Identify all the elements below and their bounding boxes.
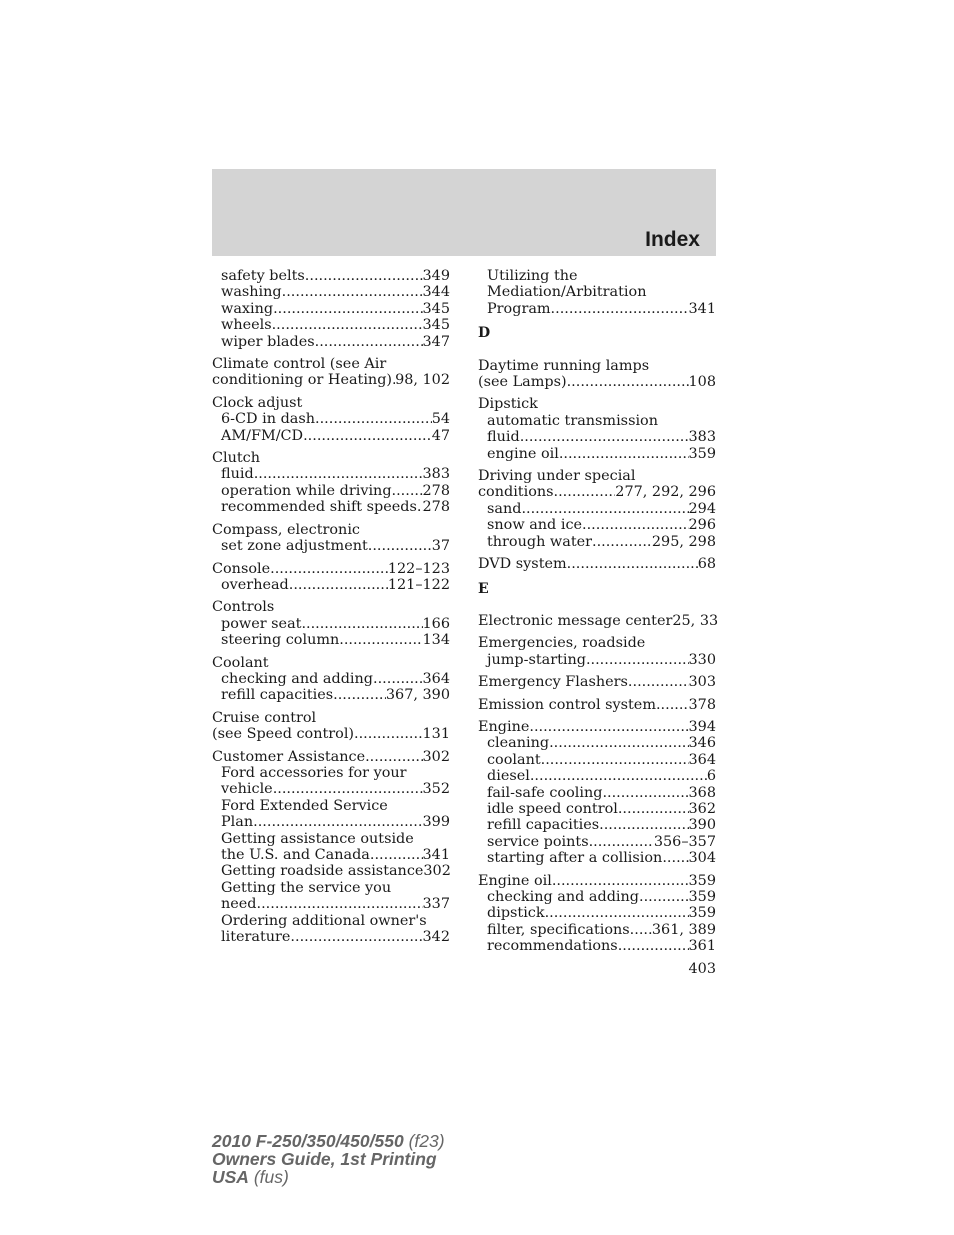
index-page-ref: 294 <box>688 500 716 517</box>
index-page-ref: 108 <box>688 374 716 391</box>
leader-dots <box>305 268 423 284</box>
index-entry-line <box>478 612 719 629</box>
index-subentry-line <box>478 922 716 938</box>
leader-dots <box>315 334 423 350</box>
index-page-ref: 121–122 <box>387 576 450 593</box>
index-term: need <box>221 896 257 913</box>
leader-dots <box>368 538 432 554</box>
index-term: conditioning or Heating) <box>212 372 393 389</box>
index-subentry-line <box>478 534 716 550</box>
index-page-ref: 356–357 <box>653 833 716 850</box>
index-subentry-line <box>212 428 450 444</box>
index-subentry-line <box>478 268 716 284</box>
index-page-ref: 25, 33 <box>672 612 719 629</box>
index-subentry-line <box>478 517 716 533</box>
leader-dots <box>282 284 423 300</box>
index-entry-line <box>212 561 450 577</box>
leader-dots <box>599 817 688 833</box>
index-page-ref: 134 <box>422 632 450 649</box>
index-term: Daytime running lamps <box>478 357 650 374</box>
leader-dots <box>582 517 689 533</box>
index-page-ref: 359 <box>688 889 716 905</box>
index-subentry-line <box>212 317 450 333</box>
leader-dots <box>290 929 422 945</box>
index-entry-line <box>212 655 450 671</box>
leader-dots <box>273 301 422 317</box>
index-entry-line <box>478 556 716 572</box>
index-entry <box>478 674 716 690</box>
index-term: conditions <box>478 484 554 501</box>
index-term: filter, specifications <box>487 921 630 938</box>
index-entry <box>478 396 716 462</box>
index-term: (see Speed control) <box>212 726 355 743</box>
index-entry-line <box>212 710 450 726</box>
index-entry <box>478 612 719 629</box>
index-term: vehicle <box>221 781 273 798</box>
index-term: recommendations <box>487 938 618 955</box>
leader-dots <box>370 847 423 863</box>
index-entry <box>212 268 450 350</box>
index-entry-line <box>212 599 450 615</box>
index-page-ref: 54 <box>431 411 450 428</box>
index-page-ref: 359 <box>688 905 716 922</box>
index-entry-line <box>478 719 716 735</box>
index-term: DVD system <box>478 556 567 573</box>
leader-dots <box>541 752 689 768</box>
index-page-ref: 345 <box>422 300 450 317</box>
leader-dots <box>272 317 423 333</box>
index-page-ref: 278 <box>422 499 450 516</box>
index-term: starting after a collision <box>487 850 663 867</box>
index-subentry-line <box>478 501 716 517</box>
leader-dots <box>628 674 689 690</box>
index-subentry-line <box>478 834 716 850</box>
leader-dots <box>529 719 688 735</box>
index-entry <box>212 749 450 946</box>
leader-dots <box>592 534 652 550</box>
index-subentry-line <box>212 831 450 847</box>
index-term: coolant <box>487 751 541 768</box>
index-entry-line <box>478 873 716 889</box>
index-subentry-line <box>212 798 450 814</box>
index-term: through water <box>487 533 592 550</box>
index-term: Cruise control <box>212 709 317 726</box>
index-entry-line <box>478 697 716 713</box>
leader-dots <box>333 687 386 703</box>
index-term: AM/FM/CD <box>221 427 304 444</box>
leader-dots <box>554 484 616 500</box>
leader-dots <box>530 768 707 784</box>
index-entry <box>212 561 450 594</box>
index-term: Ford Extended Service <box>221 797 388 814</box>
index-term: Engine oil <box>478 872 552 889</box>
index-subentry-line <box>478 429 716 445</box>
index-column-left <box>212 268 450 951</box>
index-term: wiper blades <box>221 333 315 350</box>
footer-model: 2010 F-250/350/450/550 <box>212 1131 404 1151</box>
index-entry <box>478 268 716 317</box>
index-term: service points <box>487 833 589 850</box>
index-page-ref: 344 <box>422 284 450 301</box>
index-term: Getting assistance outside <box>221 830 414 847</box>
index-term: diesel <box>487 768 530 785</box>
index-term: washing <box>221 284 282 301</box>
index-page-ref: 37 <box>431 538 450 555</box>
index-entry <box>478 556 716 572</box>
index-subentry-line <box>478 446 716 462</box>
footer-line-1 <box>212 1132 445 1150</box>
index-page-ref: 364 <box>688 751 716 768</box>
index-term: Climate control (see Air <box>212 356 387 373</box>
leader-dots <box>662 850 688 866</box>
index-subentry-line <box>212 896 450 912</box>
index-subentry-line <box>212 466 450 482</box>
index-subentry-line <box>212 483 450 499</box>
index-page-ref: 383 <box>688 429 716 446</box>
index-term: Mediation/Arbitration <box>487 284 647 301</box>
index-subentry-line <box>478 752 716 768</box>
index-letter-heading: D <box>478 325 491 342</box>
leader-dots <box>567 374 689 390</box>
index-entry-line <box>212 726 450 742</box>
index-term: Getting the service you <box>221 879 392 896</box>
index-entry <box>212 356 450 389</box>
index-term: Plan <box>221 814 254 831</box>
index-subentry-line <box>212 284 450 300</box>
leader-dots <box>551 301 689 317</box>
index-term: engine oil <box>487 445 559 462</box>
index-subentry-line <box>212 301 450 317</box>
index-page-ref: 352 <box>422 781 450 798</box>
index-subentry-line <box>212 411 450 427</box>
leader-dots <box>392 483 423 499</box>
leader-dots <box>273 781 423 797</box>
index-term: power seat <box>221 615 302 632</box>
leader-dots <box>520 429 689 445</box>
index-term: Ford accessories for your <box>221 764 407 781</box>
index-subentry-line <box>212 863 450 879</box>
index-term: idle speed control <box>487 800 618 817</box>
index-subentry-line <box>212 671 450 687</box>
index-subentry-line <box>478 785 716 801</box>
leader-dots <box>257 896 423 912</box>
leader-dots <box>656 697 689 713</box>
index-term: steering column <box>221 632 340 649</box>
leader-dots <box>270 561 388 577</box>
index-page-ref: 359 <box>688 445 716 462</box>
index-entry <box>212 450 450 516</box>
index-page-ref: 361, 389 <box>651 921 716 938</box>
index-entry-line <box>478 484 716 500</box>
index-term: Electronic message center <box>478 612 673 629</box>
leader-dots <box>602 785 688 801</box>
index-term: automatic transmission <box>487 412 658 429</box>
leader-dots <box>630 922 652 938</box>
leader-dots <box>545 905 689 921</box>
leader-dots <box>315 411 432 427</box>
index-term: cleaning <box>487 735 550 752</box>
index-page-ref: 68 <box>697 556 716 573</box>
index-entry-line <box>478 635 716 651</box>
index-subentry-line <box>212 334 450 350</box>
index-subentry-line <box>478 889 716 905</box>
index-page-ref: 166 <box>422 615 450 632</box>
index-page-ref: 367, 390 <box>385 687 450 704</box>
index-term: fluid <box>487 429 520 446</box>
index-term: Program <box>487 300 551 317</box>
leader-dots <box>301 616 422 632</box>
index-subentry-line <box>212 765 450 781</box>
index-entry-line <box>212 395 450 411</box>
index-term: operation while driving <box>221 482 392 499</box>
index-entry-line <box>212 450 450 466</box>
index-term: jump-starting <box>487 651 586 668</box>
footer-line-3 <box>212 1168 445 1186</box>
index-column-right <box>478 268 719 961</box>
index-page-ref: 295, 298 <box>651 533 716 550</box>
index-page-ref: 368 <box>688 784 716 801</box>
index-entry <box>212 522 450 555</box>
leader-dots <box>639 889 689 905</box>
index-subentry-line <box>478 817 716 833</box>
index-page-ref: 399 <box>422 814 450 831</box>
index-term: the U.S. and Canada <box>221 847 370 863</box>
index-entry-line <box>478 358 716 374</box>
index-page-ref: 346 <box>688 735 716 752</box>
index-entry <box>212 599 450 648</box>
index-subentry-line <box>478 768 716 784</box>
footer <box>212 1132 445 1186</box>
index-term: Clutch <box>212 450 260 467</box>
footer-model-code: (f23) <box>403 1131 445 1151</box>
index-subentry-line <box>478 413 716 429</box>
index-page-ref: 359 <box>688 872 716 889</box>
index-subentry-line <box>212 687 450 703</box>
index-entry-line <box>478 396 716 412</box>
index-term: refill capacities <box>487 817 600 834</box>
index-term: Getting roadside assistance <box>221 863 424 880</box>
header-band <box>212 169 716 256</box>
index-entry <box>478 873 716 955</box>
index-term: Clock adjust <box>212 394 303 411</box>
index-page-ref: 302 <box>423 863 451 880</box>
index-page-ref: 394 <box>688 718 716 735</box>
index-subentry-line <box>478 905 716 921</box>
leader-dots <box>354 726 423 742</box>
index-term: checking and adding <box>487 889 640 905</box>
leader-dots <box>618 801 689 817</box>
index-subentry-line <box>478 735 716 751</box>
index-entry-line <box>478 468 716 484</box>
leader-dots <box>559 446 689 462</box>
index-page-ref: 296 <box>688 517 716 534</box>
index-page-ref: 6 <box>706 768 716 785</box>
index-term: Engine <box>478 718 530 735</box>
index-page-ref: 131 <box>422 726 450 743</box>
index-page-ref: 345 <box>422 317 450 334</box>
page-number: 403 <box>688 961 716 977</box>
index-term: Driving under special <box>478 468 636 485</box>
index-page-ref: 390 <box>688 817 716 834</box>
index-page-ref: 122–123 <box>387 560 450 577</box>
leader-dots <box>552 873 689 889</box>
index-term: Emission control system <box>478 696 656 713</box>
index-subentry-line <box>478 801 716 817</box>
index-term: Compass, electronic <box>212 521 360 538</box>
index-page-ref: 304 <box>688 850 716 867</box>
footer-market-code: (fus) <box>248 1167 289 1187</box>
index-page-ref: 330 <box>688 651 716 668</box>
index-entry <box>478 635 716 668</box>
index-term: checking and adding <box>221 670 374 687</box>
index-page-ref: 378 <box>688 696 716 713</box>
index-subentry-line <box>478 301 716 317</box>
leader-dots <box>373 671 423 687</box>
leader-dots <box>303 428 432 444</box>
index-page-ref: 341 <box>688 300 716 317</box>
index-entry <box>478 697 716 713</box>
index-subentry-line <box>212 538 450 554</box>
index-page-ref: 337 <box>422 896 450 913</box>
index-page-ref: 303 <box>688 674 716 691</box>
index-page-ref: 98, 102 <box>395 372 450 389</box>
index-subentry-line <box>212 847 450 863</box>
index-entry-line <box>478 674 716 690</box>
index-term: Ordering additional owner's <box>221 912 427 929</box>
index-subentry-line <box>478 938 716 954</box>
index-term: overhead <box>221 576 289 593</box>
index-page-ref: 278 <box>422 482 450 499</box>
index-term: fluid <box>221 466 254 483</box>
index-page-ref: 277, 292, 296 <box>615 484 716 501</box>
index-page-ref: 342 <box>422 929 450 946</box>
index-term: Customer Assistance <box>212 748 366 765</box>
index-entry-line <box>212 372 450 388</box>
index-entry <box>212 710 450 743</box>
index-subentry-line <box>478 652 716 668</box>
index-page-ref: 361 <box>688 938 716 955</box>
index-term: waxing <box>221 300 274 317</box>
index-term: snow and ice <box>487 517 583 534</box>
index-subentry-line <box>212 929 450 945</box>
index-term: Utilizing the <box>487 268 578 284</box>
leader-dots <box>253 814 422 830</box>
index-letter-heading: E <box>478 580 489 597</box>
index-term: Console <box>212 560 271 577</box>
index-entry-line <box>212 522 450 538</box>
index-subentry-line <box>212 814 450 830</box>
section-title: Index <box>645 228 700 251</box>
index-page-ref: 349 <box>422 268 450 284</box>
leader-dots <box>254 466 423 482</box>
index-subentry-line <box>478 850 716 866</box>
index-page-ref: 364 <box>422 670 450 687</box>
index-subentry-line <box>212 781 450 797</box>
index-entry <box>478 468 716 550</box>
index-page-ref: 302 <box>422 748 450 765</box>
index-term: Dipstick <box>478 396 538 413</box>
index-page-ref: 362 <box>688 800 716 817</box>
index-entry <box>212 655 450 704</box>
index-subentry-line <box>212 268 450 284</box>
index-term: wheels <box>221 317 272 334</box>
index-term: fail-safe cooling <box>487 784 603 801</box>
leader-dots <box>521 501 688 517</box>
index-page-ref: 383 <box>422 466 450 483</box>
index-term: safety belts <box>221 268 305 284</box>
index-entry <box>212 395 450 444</box>
index-term: (see Lamps) <box>478 374 567 391</box>
leader-dots <box>618 938 689 954</box>
index-term: refill capacities <box>221 687 334 704</box>
index-page-ref: 341 <box>422 847 450 863</box>
index-entry <box>478 358 716 391</box>
index-subentry-line <box>212 499 450 515</box>
leader-dots <box>289 577 388 593</box>
index-term: dipstick <box>487 905 545 922</box>
index-entry-line <box>478 374 716 390</box>
index-term: literature <box>221 929 291 946</box>
index-entry <box>478 719 716 867</box>
leader-dots <box>589 834 654 850</box>
index-term: recommended shift speeds <box>221 499 417 516</box>
index-subentry-line <box>212 616 450 632</box>
index-subentry-line <box>212 913 450 929</box>
index-subentry-line <box>212 632 450 648</box>
index-term: Controls <box>212 599 275 616</box>
index-subentry-line <box>478 284 716 300</box>
leader-dots <box>365 749 422 765</box>
leader-dots <box>586 652 689 668</box>
footer-line-2: Owners Guide, 1st Printing <box>212 1149 437 1169</box>
index-term: Coolant <box>212 654 269 671</box>
index-page-ref: 347 <box>422 333 450 350</box>
index-subentry-line <box>212 577 450 593</box>
index-term: set zone adjustment <box>221 538 368 555</box>
leader-dots <box>567 556 698 572</box>
index-page-ref: 47 <box>431 427 450 444</box>
index-entry-line <box>212 749 450 765</box>
index-term: 6-CD in dash <box>221 411 316 428</box>
index-entry-line <box>212 356 450 372</box>
footer-market: USA <box>212 1167 249 1187</box>
index-term: Emergency Flashers <box>478 674 628 691</box>
index-subentry-line <box>212 880 450 896</box>
index-term: Emergencies, roadside <box>478 635 646 652</box>
index-term: sand <box>487 500 522 517</box>
leader-dots <box>549 735 688 751</box>
leader-dots <box>339 632 422 648</box>
